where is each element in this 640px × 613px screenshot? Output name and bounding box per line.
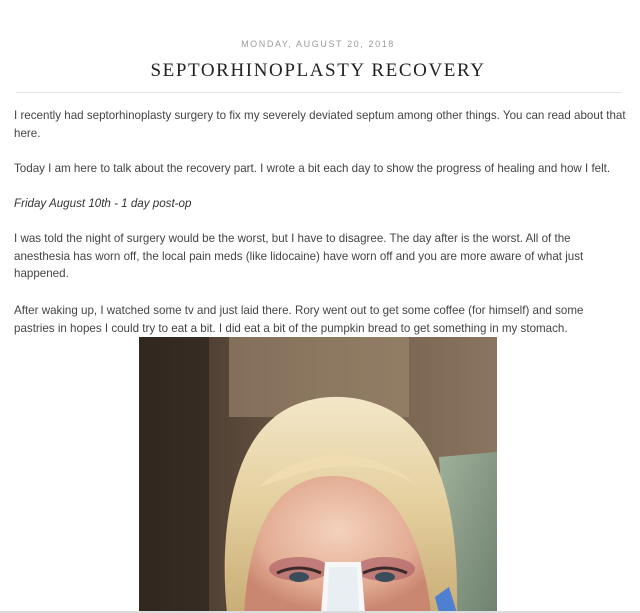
title-divider	[16, 92, 622, 93]
post-paragraph-waking-up: After waking up, I watched some tv and just laid there. Rory went out to get some coffee (for himself) and some pastries in hopes I could try to eat a bit. I did eat a bit of the pumpkin bread to get something in my stomach.	[14, 304, 584, 335]
post-title[interactable]: SEPTORHINOPLASTY RECOVERY	[150, 60, 486, 81]
post-photo[interactable]	[139, 337, 497, 613]
post-day-heading: Friday August 10th - 1 day post-op	[14, 197, 192, 210]
post-paragraph-worst-day: I was told the night of surgery would be the worst, but I have to disagree. The day after is the worst. All of the anesthesia has worn off, the local pain meds (like lidocaine) have worn off and you are more aware of what just happened.	[14, 232, 584, 280]
post-paragraph-intro: I recently had septorhinoplasty surgery to fix my severely deviated septum among other things. You can read about that here.	[14, 109, 626, 140]
post-date: MONDAY, AUGUST 20, 2018	[241, 39, 395, 49]
selfie-photo-illustration	[139, 337, 497, 613]
post-paragraph-recovery: Today I am here to talk about the recovery part. I wrote a bit each day to show the progress of healing and how I felt.	[14, 162, 611, 175]
